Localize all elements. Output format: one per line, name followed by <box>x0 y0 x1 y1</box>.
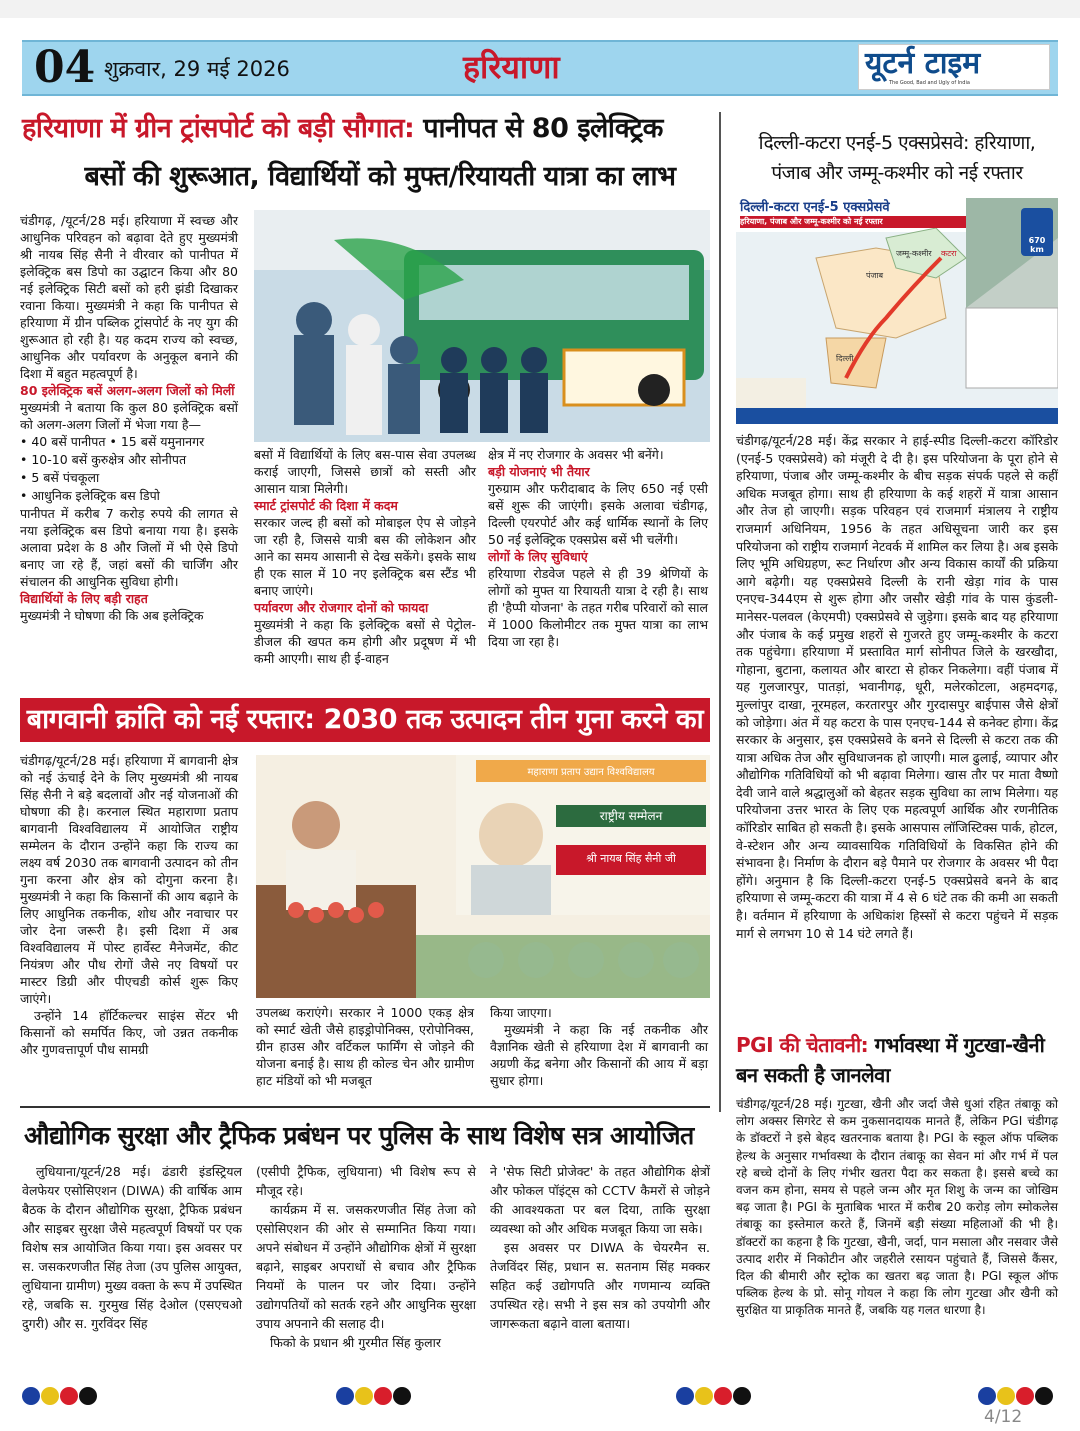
story1-headline-black-1: पानीपत से 80 इलेक्ट्रिक <box>423 113 663 144</box>
story2-para: मुख्यमंत्री ने कहा कि नई तकनीक और वैज्ञानिक खेती से हरियाणा देश में बागवानी का अग्रणी केंद्र बनेगा और किसानों की आय में बड़ा सुधार होगा। <box>490 1022 708 1088</box>
story3-column-3 <box>490 1162 710 1333</box>
photo-banner-name: श्री नायब सिंह सैनी जी <box>586 852 676 865</box>
section-title: हरियाणा <box>463 48 560 86</box>
story1-para: सरकार जल्द ही बसों को मोबाइल ऐप से जोड़ने जा रही है, जिससे यात्री बस की लोकेशन और आने का समय आसानी से देख सकेंगे। इसके साथ ही एक साल में 10 नए इलेक्ट्रिक बस स्टैंड भी बनाए जाएंगे। <box>254 515 476 598</box>
footer-dots-1 <box>22 1387 98 1409</box>
story1-para: मुख्यमंत्री ने घोषणा की कि अब इलेक्ट्रिक <box>20 608 204 623</box>
photo-banner-university: महाराणा प्रताप उद्यान विश्वविद्यालय <box>527 767 655 778</box>
section-divider <box>20 1106 710 1108</box>
map-length: 670 km <box>1028 236 1046 254</box>
story1-para: चंडीगढ़, /यूटर्न/28 मई। हरियाणा में स्वच्छ और आधुनिक परिवहन को बढ़ावा देते हुए मुख्यमंत्री श्री नायब सिंह सैनी ने वीरवार को पानीपत में इलेक्ट्रिक बस डिपो का उद्घाटन किया और 80 नई इलेक्ट्रिक सिटी बसों को हरी झंडी दिखाकर रवाना किया। मुख्यमंत्री ने कहा कि पानीपत से हरियाणा में ग्रीन पब्लिक ट्रांसपोर्ट के नए युग की शुरूआत हो रही है। यह कदम राज्य को स्वच्छ, आधुनिक और पर्यावरण के अनुकूल बनाने की दिशा में बहुत महत्वपूर्ण है। <box>20 213 238 381</box>
story4-headline-line1: दिल्ली-कटरा एनई-5 एक्सप्रेसवे: हरियाणा, <box>758 132 1036 154</box>
map-label-jk: जम्मू-कश्मीर <box>896 249 932 258</box>
story1-subhead: 80 इलेक्ट्रिक बसें अलग-अलग जिलों को मिलीं <box>20 383 235 398</box>
story1-para: क्षेत्र में नए रोजगार के अवसर भी बनेंगे। <box>488 447 664 462</box>
story3-para: (एसीपी ट्रैफिक, लुधियाना) भी विशेष रूप से मौजूद रहे। <box>256 1164 476 1198</box>
story3-headline: औद्योगिक सुरक्षा और ट्रैफिक प्रबंधन पर पुलिस के साथ विशेष सत्र आयोजित <box>24 1121 694 1150</box>
story1-subhead: बड़ी योजनाएं भी तैयार <box>488 464 590 479</box>
story1-para: बसों में विद्यार्थियों के लिए बस-पास सेवा उपलब्ध कराई जाएगी, जिससे छात्रों को सस्ती और आसान यात्रा मिलेगी। <box>254 447 476 496</box>
newspaper-logo <box>858 44 1050 90</box>
story3-para: इस अवसर पर DIWA के चेयरमैन स. तेजविंदर सिंह, प्रधान स. सतनाम सिंह मक्कर सहित कई उद्योगपति और गणमान्य व्यक्ति उपस्थित रहे। सभी ने इस सत्र को उपयोगी और जागरूकता बढ़ाने वाला बताया। <box>490 1240 710 1331</box>
story2-para: किया जाएगा। <box>490 1005 552 1020</box>
dot-black <box>79 1387 97 1405</box>
story5-body <box>736 1096 1058 1320</box>
story4-headline-line2: पंजाब और जम्मू-कश्मीर को नई रफ्तार <box>771 162 1023 184</box>
column-divider <box>719 112 721 1112</box>
page-indicator: 4/12 <box>984 1407 1023 1427</box>
story1-bullet: • आधुनिक इलेक्ट्रिक बस डिपो <box>20 488 160 503</box>
story5-headline-line2: बन सकती है जानलेवा <box>736 1063 890 1087</box>
photo-banner-event: राष्ट्रीय सम्मेलन <box>599 809 663 823</box>
story1-headline-line2: बसों की शुरूआत, विद्यार्थियों को मुफ्त/रियायती यात्रा का लाभ <box>84 161 676 192</box>
story5-headline <box>736 1030 1058 1090</box>
story1-photo-bus-flagoff <box>254 210 710 442</box>
story4-body <box>736 432 1058 942</box>
logo-text: यूटर्न टाइम <box>865 46 981 81</box>
story2-column-2 <box>256 1004 474 1089</box>
story1-headline <box>22 112 712 146</box>
story1-bullet: • 10-10 बसें कुरुक्षेत्र और सोनीपत <box>20 452 187 467</box>
story1-subhead: स्मार्ट ट्रांसपोर्ट की दिशा में कदम <box>254 498 398 513</box>
story1-para: मुख्यमंत्री ने कहा कि इलेक्ट्रिक बसों से पेट्रोल-डीजल की खपत कम होगी और प्रदूषण में भी कमी आएगी। साथ ही ई-वाहन <box>254 617 476 666</box>
bus-photo-illustration <box>254 210 710 442</box>
dot-red <box>60 1387 78 1405</box>
map-label-delhi: दिल्ली <box>836 354 854 363</box>
story1-column-2 <box>254 446 476 667</box>
footer-dots-3 <box>676 1387 752 1409</box>
map-label-katra: कटरा <box>941 249 957 258</box>
story3-para: फिको के प्रधान श्री गुरमीत सिंह कुलार <box>270 1335 441 1350</box>
issue-date: शुक्रवार, 29 मई 2026 <box>104 57 290 81</box>
story1-column-1 <box>20 212 238 624</box>
story5-headline-black: गर्भावस्था में गुटखा-खैनी <box>874 1033 1045 1057</box>
story2-para: उन्होंने 14 हॉर्टिकल्चर साइंस सेंटर भी किसानों को समर्पित किए, जो उन्नत तकनीक और गुणवत्तापूर्ण पौध सामग्री <box>20 1008 238 1057</box>
story3-column-2 <box>256 1162 476 1352</box>
story2-para: चंडीगढ़/यूटर्न/28 मई। हरियाणा में बागवानी क्षेत्र को नई ऊंचाई देने के लिए मुख्यमंत्री श्री नायब सिंह सैनी ने बड़े बदलावों और नई योजनाओं की घोषणा की है। करनाल स्थित महाराणा प्रताप बागवानी विश्वविद्यालय में आयोजित राष्ट्रीय सम्मेलन के दौरान उन्होंने कहा कि राज्य का लक्ष्य वर्ष 2030 तक बागवानी उत्पादन को तीन गुना करना और क्षेत्र को दोगुना करना है। मुख्यमंत्री ने कहा कि किसानों की आय बढ़ाने के लिए आधुनिक तकनीक, शोध और नवाचार पर जोर देना जरूरी है। इसी दिशा में अब विश्वविद्यालय में पोस्ट हार्वेस्ट मैनेजमेंट, कीट नियंत्रण और पौध रोगों जैसे नए विषयों पर मास्टर डिग्री और पीएचडी कोर्स शुरू किए जाएंगे। <box>20 753 238 1006</box>
story3-para: ने 'सेफ सिटी प्रोजेक्ट' के तहत औद्योगिक क्षेत्रों और फोकल पॉइंट्स को CCTV कैमरों से जोड़ने की आवश्यकता पर बल दिया, ताकि सुरक्षा व्यवस्था को और अधिक मजबूत किया जा सके। <box>490 1164 710 1236</box>
dot-yellow <box>41 1387 59 1405</box>
story1-para: मुख्यमंत्री ने बताया कि कुल 80 इलेक्ट्रिक बसों को अलग-अलग जिलों में भेजा गया है— <box>20 400 238 432</box>
story4-para: चंडीगढ़/यूटर्न/28 मई। केंद्र सरकार ने हाई-स्पीड दिल्ली-कटरा कॉरिडोर (एनई-5 एक्सप्रेसवे) को मंजूरी दे दी है। इस परियोजना के पूरा होने से हरियाणा, पंजाब और जम्मू-कश्मीर के बीच सड़क संपर्क पहले से कहीं अधिक मजबूत होगा। साथ ही हरियाणा के कई शहरों में यात्रा आसान और तेज हो जाएगी। सड़क परिवहन एवं राजमार्ग मंत्रालय ने राष्ट्रीय राजमार्ग अधिनियम, 1956 के तहत अधिसूचना जारी कर इस परियोजना को राष्ट्रीय राजमार्ग नेटवर्क में शामिल कर लिया है। अब इसके लिए भूमि अधिग्रहण, रूट निर्धारण और अन्य विकास कार्यों की प्रक्रिया आगे बढ़ेगी। यह एक्सप्रेसवे दिल्ली के रानी खेड़ा गांव के पास एनएच-344एम से शुरू होगा और जसौर खेड़ी गांव के पास कुंडली-मानेसर-पलवल (केएमपी) एक्सप्रेसवे से जुड़ेगा। इसके बाद यह हरियाणा और पंजाब के कई प्रमुख शहरों से गुजरते हुए जम्मू-कश्मीर के कटरा तक पहुंचेगा। हरियाणा में प्रस्तावित मार्ग सोनीपत जिले के खरखौदा, गोहाना, बुटाना, कलायत और बारटा से होकर निकलेगा। वहीं पंजाब में यह गुलजारपुर, पातड़ां, भवानीगढ़, धूरी, मलेरकोटला, अहमदगढ़, मुल्लांपुर दाखा, नूरमहल, करतारपुर और गुरदासपुर बाईपास जैसे क्षेत्रों को जोड़ेगा। अंत में यह कटरा के पास एनएच-144 से कनेक्ट होगा। केंद्र सरकार के अनुसार, इस एक्सप्रेसवे के बनने से दिल्ली से कटरा तक की यात्रा अधिक तेज और सुविधाजनक हो जाएगी। माल ढुलाई, व्यापार और औद्योगिक गतिविधियों को भी बढ़ावा मिलेगा। खास तौर पर माता वैष्णो देवी जाने वाले श्रद्धालुओं को बेहतर सड़क सुविधा का लाभ मिलेगा। यह परियोजना उत्तर भारत के लिए एक महत्वपूर्ण आर्थिक और रणनीतिक कॉरिडोर साबित हो सकती है। इसके आसपास लॉजिस्टिक्स पार्क, होटल, वे-स्टेशन और अन्य व्यावसायिक गतिविधियों के विकसित होने की संभावना है। निर्माण के दौरान बड़े पैमाने पर रोजगार के अवसर भी पैदा होंगे। अनुमान है कि दिल्ली-कटरा एनई-5 एक्सप्रेसवे बनने के बाद हरियाणा से जम्मू-कटरा की यात्रा में 4 से 6 घंटे तक की कमी आ सकती है। वर्तमान में हरियाणा के अधिकांश हिस्सों से कटरा पहुंचने में सड़क मार्ग से लगभग 10 से 14 घंटे लगते हैं। <box>736 433 1058 941</box>
story2-headline: बागवानी क्रांति को नई रफ्तार: 2030 तक उत्पादन तीन गुना करने का <box>20 698 710 742</box>
story1-subhead: लोगों के लिए सुविधाएं <box>488 549 588 564</box>
story1-subhead: पर्यावरण और रोजगार दोनों को फायदा <box>254 600 429 615</box>
story2-photo-conference <box>256 755 710 998</box>
map-title: दिल्ली-कटरा एनई-5 एक्सप्रेसवे <box>740 200 890 215</box>
page-number: 04 <box>34 42 96 93</box>
logo-tagline: The Good, Bad and Ugly of India <box>889 80 970 86</box>
story1-para: पानीपत में करीब 7 करोड़ रुपये की लागत से नया इलेक्ट्रिक बस डिपो बनाया गया है। इसके अलावा प्रदेश के 8 और जिलों में भी ऐसे डिपो बनाए जा रहे हैं, जहां बसों की चार्जिंग और संचालन की आधुनिक सुविधा होगी। <box>20 506 238 589</box>
story2-column-1 <box>20 752 238 1058</box>
story1-headline-red: हरियाणा में ग्रीन ट्रांसपोर्ट को बड़ी सौगात: <box>22 113 415 144</box>
map-label-punjab: पंजाब <box>866 271 884 280</box>
story5-headline-red: PGI की चेतावनी: <box>736 1033 869 1057</box>
dot-blue <box>22 1387 40 1405</box>
story5-para: चंडीगढ़/यूटर्न/28 मई। गुटखा, खैनी और जर्दा जैसे धुआं रहित तंबाकू को लोग अक्सर सिगरेट से कम नुकसानदायक मानते हैं, लेकिन PGI चंडीगढ़ के डॉक्टरों ने इसे बेहद खतरनाक बताया है। PGI के स्कूल ऑफ पब्लिक हेल्थ के अनुसार गर्भावस्था के दौरान तंबाकू का सेवन मां और गर्भ में पल रहे बच्चे दोनों के लिए गंभीर खतरा पैदा कर सकता है। इससे बच्चे का वजन कम होना, समय से पहले जन्म और मृत शिशु के जन्म का जोखिम बढ़ जाता है। PGI के मुताबिक भारत में करीब 20 करोड़ लोग स्मोकलेस तंबाकू का इस्तेमाल करते हैं, जिनमें बड़ी संख्या महिलाओं की भी है। डॉक्टरों का कहना है कि गुटखा, खैनी, जर्दा, पान मसाला और नसवार जैसे उत्पाद शरीर में निकोटीन और जहरीले रसायन पहुंचाते हैं, जिससे कैंसर, दिल की बीमारी और स्ट्रोक का खतरा बढ़ जाता है। PGI स्कूल ऑफ पब्लिक हेल्थ के प्रो. सोनू गोयल ने कहा कि लोग गुटखा और खैनी को सुरक्षित या प्राकृतिक मानते हैं, जबकि यह गलत धारणा है। <box>736 1097 1058 1318</box>
story1-bullet: • 5 बसें पंचकूला <box>20 470 100 485</box>
story4-headline <box>732 128 1062 188</box>
story4-expressway-map <box>736 198 1058 424</box>
footer-dots-2 <box>336 1387 412 1409</box>
story1-para: गुरुग्राम और फरीदाबाद के लिए 650 नई एसी बसें शुरू की जाएंगी। इसके अलावा चंडीगढ़, दिल्ली एयरपोर्ट और कई धार्मिक स्थानों के लिए 50 नई इलेक्ट्रिक एक्सप्रेस बसें भी चलेंगी। <box>488 481 708 547</box>
viewer-top-strip <box>0 0 1080 18</box>
story3-para: कार्यक्रम में स. जसकरणजीत सिंह तेजा को एसोसिएशन की ओर से सम्मानित किया गया। अपने संबोधन में उन्होंने औद्योगिक क्षेत्रों में सुरक्षा बढ़ाने, साइबर अपराधों से बचाव और ट्रैफिक नियमों के पालन पर जोर दिया। उन्होंने उद्योगपतियों को सतर्क रहने और आधुनिक सुरक्षा उपाय अपनाने की सलाह दी। <box>256 1202 476 1331</box>
story1-subhead: विद्यार्थियों के लिए बड़ी राहत <box>20 591 148 606</box>
story2-para: उपलब्ध कराएंगे। सरकार ने 1000 एकड़ क्षेत्र को स्मार्ट खेती जैसे हाइड्रोपोनिक्स, एरोपोनिक्स, ग्रीन हाउस और वर्टिकल फार्मिंग से जोड़ने की योजना बनाई है। साथ ही कोल्ड चेन और ग्रामीण हाट मंडियों को भी मजबूत <box>256 1005 474 1088</box>
story3-column-1 <box>22 1162 242 1333</box>
story1-para: हरियाणा रोडवेज पहले से ही 39 श्रेणियों के लोगों को मुफ्त या रियायती यात्रा दे रही है। साथ ही 'हैप्पी योजना' के तहत गरीब परिवारों को साल में 1000 किलोमीटर तक मुफ्त यात्रा का लाभ दिया जा रहा है। <box>488 566 708 649</box>
story1-column-3 <box>488 446 708 650</box>
map-subtitle: हरियाणा, पंजाब और जम्मू-कश्मीर को नई रफ्तार <box>740 216 966 228</box>
story1-bullet: • 40 बसें पानीपत • 15 बसें यमुनानगर <box>20 434 205 449</box>
story2-column-3 <box>490 1004 708 1089</box>
story3-para: लुधियाना/यूटर्न/28 मई। ढंडारी इंडस्ट्रियल वेलफेयर एसोसिएशन (DIWA) की वार्षिक आम बैठक के दौरान औद्योगिक सुरक्षा, ट्रैफिक प्रबंधन और साइबर सुरक्षा जैसे महत्वपूर्ण विषयों पर एक विशेष सत्र आयोजित किया गया। इस अवसर पर स. जसकरणजीत सिंह तेजा (उप पुलिस आयुक्त, लुधियाना ग्रामीण) मुख्य वक्ता के रूप में उपस्थित रहे, जबकि स. गुरमुख सिंह देओल (एसएचओ दुगरी) और स. गुरविंदर सिंह <box>22 1164 242 1331</box>
